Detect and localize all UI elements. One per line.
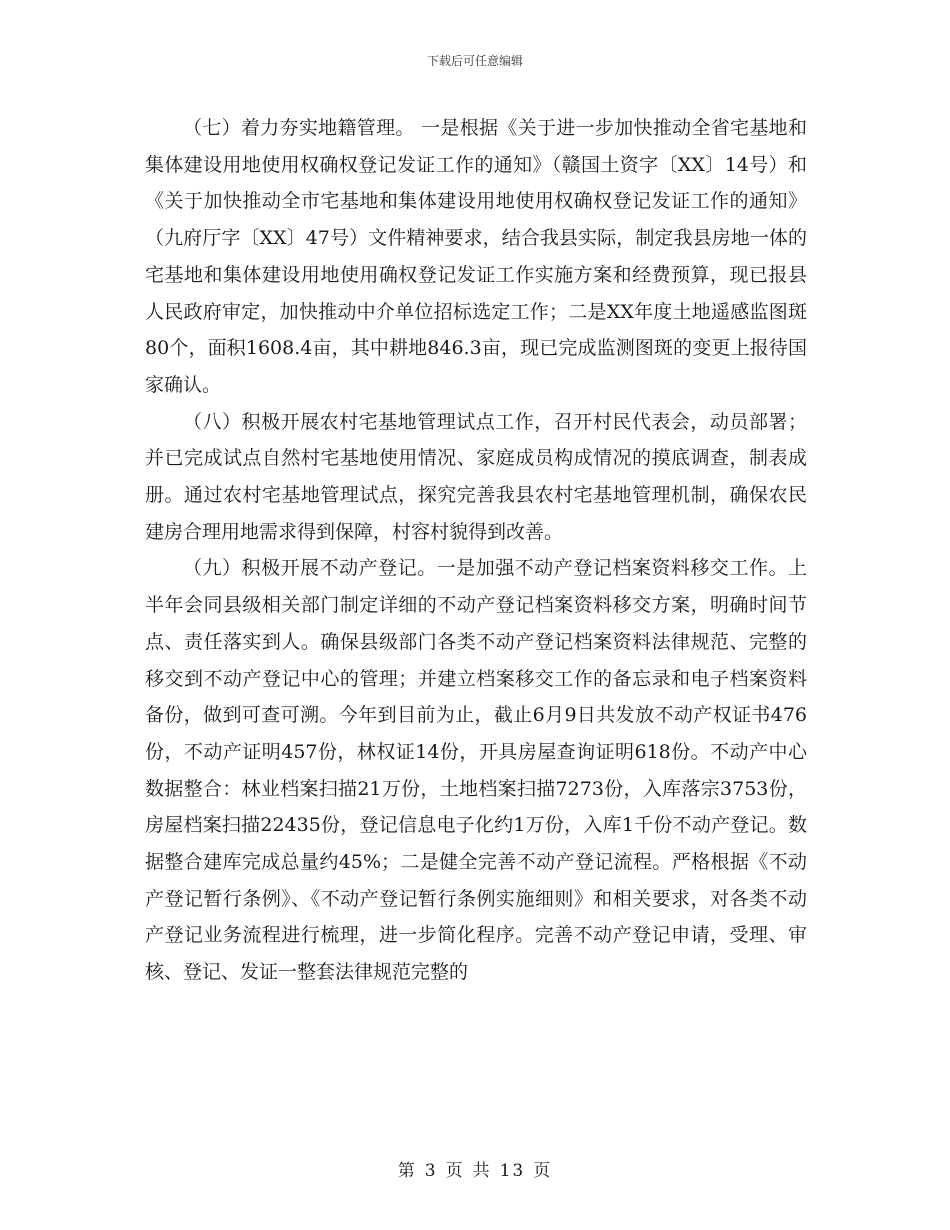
paragraph-8-homestead-pilot: （八）积极开展农村宅基地管理试点工作，召开村民代表会，动员部署；并已完成试点自然村宅基地使用情况、家庭成员构成情况的摸底调查，制表成册。通过农村宅基地管理试点，探究完善我县农村宅基地管理机制，确保农民建房合理用地需求得到保障，村容村貌得到改善。 bbox=[145, 410, 807, 543]
footer-page-number: 3 bbox=[424, 1161, 438, 1181]
footer-total-unit: 页 bbox=[533, 1161, 553, 1181]
footer-total-label: 共 bbox=[472, 1161, 492, 1181]
page-header: 下载后可任意编辑 bbox=[426, 54, 523, 68]
footer-total-pages: 13 bbox=[499, 1161, 526, 1181]
document-body bbox=[145, 110, 807, 991]
footer-page-unit: 页 bbox=[445, 1161, 465, 1181]
paragraph-7-land-registry: （七）着力夯实地籍管理。 一是根据《关于进一步加快推动全省宅基地和集体建设用地使用权确权登记发证工作的通知》（赣国土资字〔XX〕14号）和《关于加快推动全市宅基地和集体建设用地使用权确权登记发证工作的通知》（九府厅字〔XX〕47号）文件精神要求，结合我县实际，制定我县房地一体的宅基地和集体建设用地使用确权登记发证工作实施方案和经费预算，现已报县人民政府审定，加快推动中介单位招标选定工作；二是XX年度土地遥感监图斑80个，面积1608.4亩，其中耕地846.3亩，现已完成监测图斑的变更上报待国家确认。 bbox=[145, 117, 807, 396]
page-footer bbox=[0, 1156, 950, 1181]
paragraph-9-real-estate-registration: （九）积极开展不动产登记。一是加强不动产登记档案资料移交工作。上半年会同县级相关部门制定详细的不动产登记档案资料移交方案，明确时间节点、责任落实到人。确保县级部门各类不动产登记档案资料法律规范、完整的移交到不动产登记中心的管理；并建立档案移交工作的备忘录和电子档案资料备份，做到可查可溯。今年到目前为止，截止6月9日共发放不动产权证书476份，不动产证明457份，林权证14份，开具房屋查询证明618份。不动产中心数据整合：林业档案扫描21万份，土地档案扫描7273份，入库落宗3753份，房屋档案扫描22435份，登记信息电子化约1万份，入库1千份不动产登记。数据整合建库完成总量约45%；二是健全完善不动产登记流程。严格根据《不动产登记暂行条例》、《不动产登记暂行条例实施细则》和相关要求，对各类不动产登记业务流程进行梳理，进一步简化程序。完善不动产登记申请，受理、审核、登记、发证一整套法律规范完整的 bbox=[145, 557, 807, 984]
footer-page-label: 第 bbox=[397, 1161, 417, 1181]
